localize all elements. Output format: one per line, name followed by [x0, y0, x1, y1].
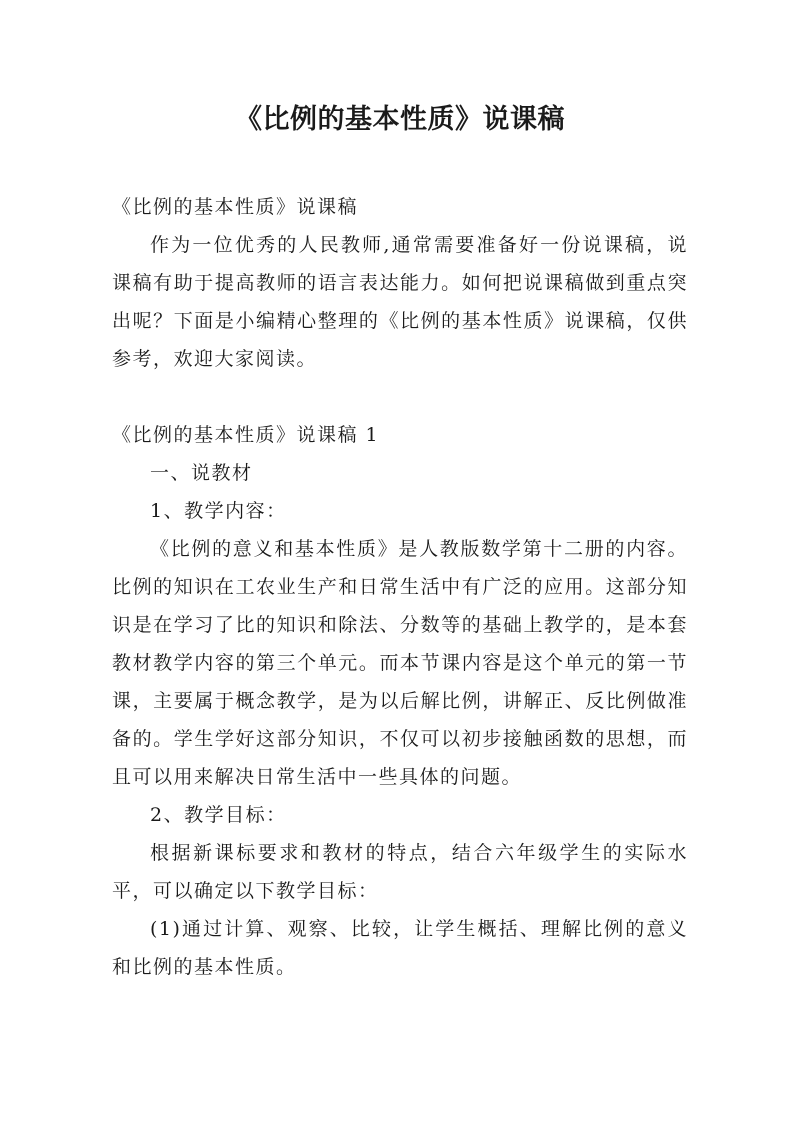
paragraph-gap [112, 378, 688, 416]
document-title: 《比例的基本性质》说课稿 [235, 104, 565, 135]
goal-item-1: (1)通过计算、观察、比较，让学生概括、理解比例的意义和比例的基本性质。 [112, 918, 688, 978]
content-paragraph: 《比例的意义和基本性质》是人教版数学第十二册的内容。比例的知识在工农业生产和日常生活中有广泛的应用。这部分知识是在学习了比的知识和除法、分数等的基础上教学的，是本套教材教学内容的第三个单元。而本节课内容是这个单元的第一节课，主要属于概念教学，是为以后解比例，讲解正、反比例做准备的。学生学好这部分知识，不仅可以初步接触函数的思想，而且可以用来解决日常生活中一些具体的问题。 [112, 538, 688, 788]
heading-teaching-material: 一、说教材 [150, 462, 253, 484]
intro-paragraph: 作为一位优秀的人民教师,通常需要准备好一份说课稿，说课稿有助于提高教师的语言表达能力。如何把说课稿做到重点突出呢？下面是小编精心整理的《比例的基本性质》说课稿，仅供参考，欢迎大家阅读。 [112, 234, 688, 370]
subtitle: 《比例的基本性质》说课稿 [112, 196, 359, 218]
section-title: 《比例的基本性质》说课稿 1 [112, 424, 380, 446]
document-body [112, 188, 688, 986]
heading-teaching-content: 1、教学内容： [150, 500, 287, 522]
goals-intro-paragraph: 根据新课标要求和教材的特点，结合六年级学生的实际水平，可以确定以下教学目标： [112, 842, 688, 902]
heading-teaching-goals: 2、教学目标： [150, 804, 287, 826]
